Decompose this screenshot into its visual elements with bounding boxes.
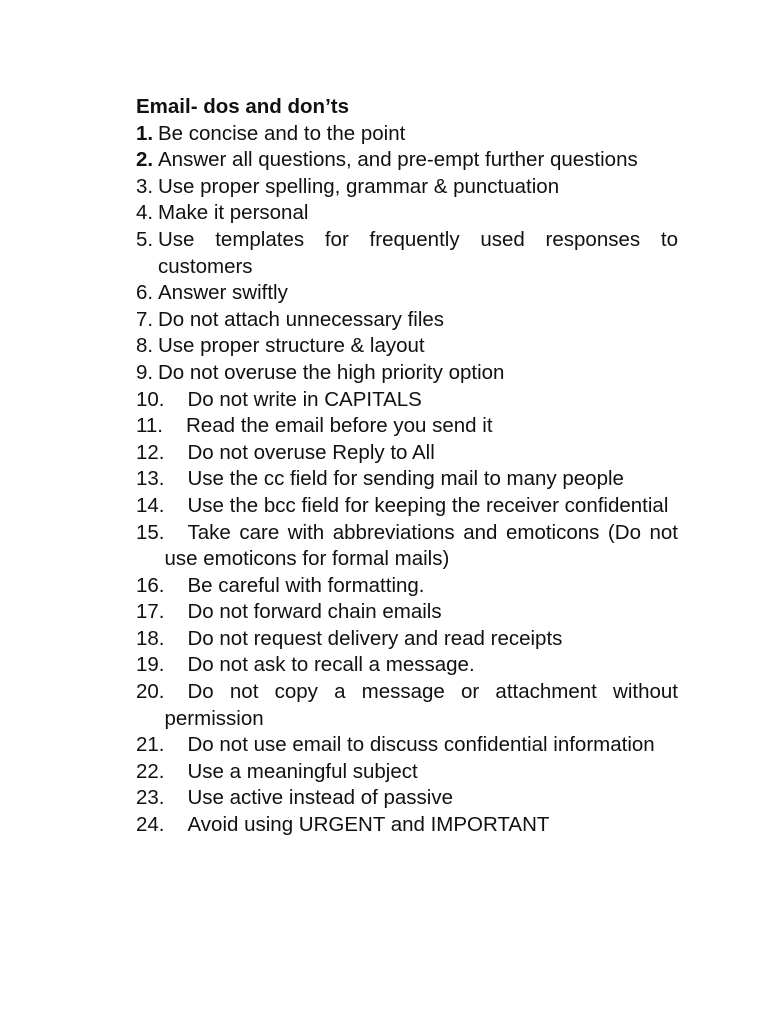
item-text: Use the bcc field for keeping the receiver confidential <box>187 493 669 517</box>
item-text: Do not overuse Reply to All <box>187 440 435 464</box>
item-number: 5. <box>136 227 154 251</box>
item-text: Use templates for frequently used responses to customers <box>158 227 678 278</box>
item-number: 20. <box>136 680 165 704</box>
item-number: 19. <box>136 653 165 677</box>
list-item <box>136 307 678 334</box>
list-item <box>136 652 678 679</box>
item-text: Answer swiftly <box>158 281 288 305</box>
list-item <box>136 626 678 653</box>
item-number: 24. <box>136 813 165 837</box>
item-text: Do not attach unnecessary files <box>158 307 445 331</box>
item-number: 23. <box>136 786 165 810</box>
list-item <box>136 280 678 307</box>
item-text: Do not copy a message or attachment without permission <box>164 680 678 730</box>
item-number: 22. <box>136 759 165 783</box>
item-number: 2. <box>136 148 154 172</box>
list-item <box>136 520 678 573</box>
document-title: Email- dos and don’ts <box>136 95 349 118</box>
item-number: 21. <box>136 733 165 757</box>
list-item <box>136 732 678 759</box>
item-number: 13. <box>136 467 165 491</box>
item-number: 7. <box>136 307 154 331</box>
item-text: Answer all questions, and pre-empt further questions <box>158 148 638 172</box>
list-item <box>136 493 678 520</box>
document-content <box>136 94 678 839</box>
list-item <box>136 440 678 467</box>
list-item <box>136 785 678 812</box>
item-number: 16. <box>136 573 165 597</box>
list-item <box>136 759 678 786</box>
list-item <box>136 333 678 360</box>
item-text: Use proper structure & layout <box>158 334 425 358</box>
item-number: 6. <box>136 281 154 305</box>
list-item <box>136 360 678 387</box>
list-item <box>136 466 678 493</box>
item-text: Do not ask to recall a message. <box>187 653 475 677</box>
list-item <box>136 413 678 440</box>
item-text: Do not request delivery and read receipts <box>187 626 563 650</box>
item-text: Be concise and to the point <box>158 121 406 145</box>
item-number: 18. <box>136 626 165 650</box>
list-item <box>136 387 678 414</box>
item-number: 4. <box>136 201 154 225</box>
item-number: 9. <box>136 360 154 384</box>
item-number: 17. <box>136 600 165 624</box>
list-item <box>136 174 678 201</box>
item-text: Use a meaningful subject <box>187 759 418 783</box>
item-number: 15. <box>136 520 165 544</box>
item-text: Use proper spelling, grammar & punctuation <box>158 174 560 198</box>
item-text: Use the cc field for sending mail to many people <box>187 467 624 491</box>
item-number: 3. <box>136 174 154 198</box>
item-text: Do not forward chain emails <box>187 600 442 624</box>
list-item <box>136 227 678 280</box>
item-text: Do not use email to discuss confidential information <box>187 733 655 757</box>
item-text: Do not overuse the high priority option <box>158 360 505 384</box>
item-text: Use active instead of passive <box>187 786 453 810</box>
item-text: Be careful with formatting. <box>187 573 425 597</box>
item-number: 14. <box>136 493 165 517</box>
list-item <box>136 679 678 732</box>
item-text: Take care with abbreviations and emoticons (Do not use emoticons for formal mails) <box>164 520 678 571</box>
item-number: 8. <box>136 334 154 358</box>
item-text: Read the email before you send it <box>185 414 493 438</box>
list-item <box>136 147 678 174</box>
item-text: Make it personal <box>158 201 309 225</box>
list-item <box>136 599 678 626</box>
item-number: 11. <box>136 414 163 438</box>
item-number: 12. <box>136 440 165 464</box>
item-number: 1. <box>136 121 154 145</box>
item-text: Avoid using URGENT and IMPORTANT <box>187 813 550 837</box>
list-item <box>136 200 678 227</box>
item-text: Do not write in CAPITALS <box>187 387 422 411</box>
dos-and-donts-list <box>136 121 678 839</box>
list-item <box>136 121 678 148</box>
item-number: 10. <box>136 387 165 411</box>
list-item <box>136 573 678 600</box>
list-item <box>136 812 678 839</box>
